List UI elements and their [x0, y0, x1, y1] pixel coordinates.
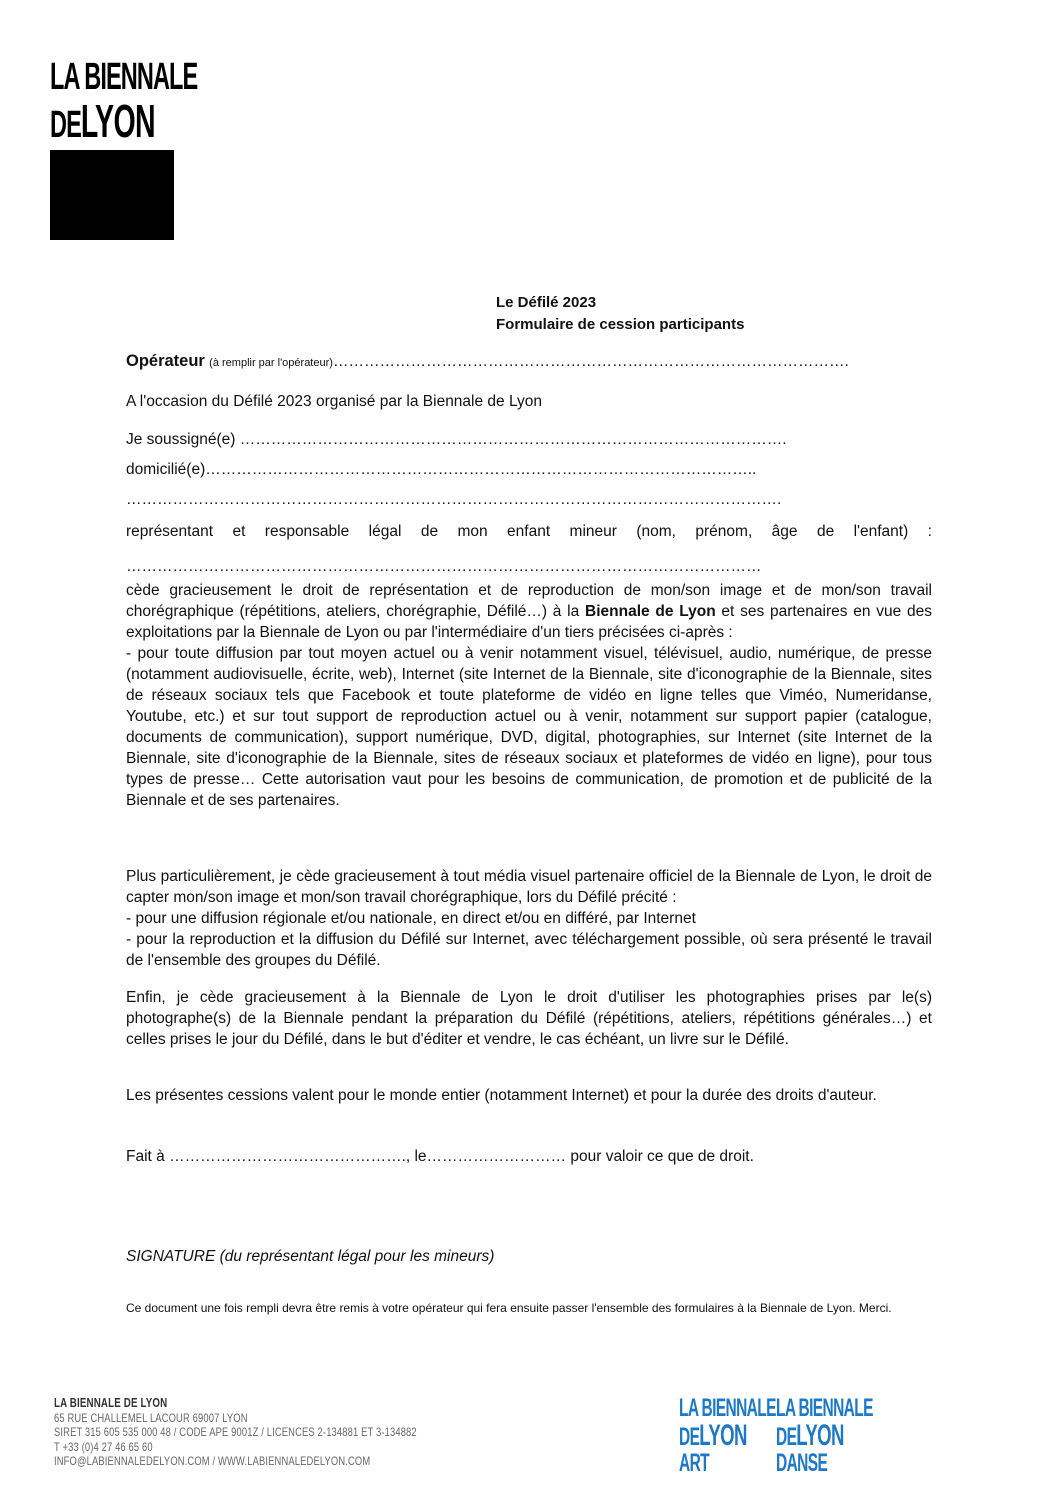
logo-de: DE: [50, 104, 81, 146]
operateur-hint: (à remplir par l'opérateur): [209, 357, 333, 369]
operateur-field[interactable]: ……………………………………………………………………………………….: [332, 353, 849, 370]
fait-line[interactable]: Fait à ………………………………………., le……………………… pour valoir ce que de droit.: [126, 1148, 754, 1165]
signature-label: SIGNATURE (du représentant légal pour les mineurs): [126, 1248, 495, 1265]
plus-text-1: Plus particulièrement, je cède gracieusement à tout média visuel partenaire officiel de la Biennale de Lyon, le droit de capter mon/son image et mon/son travail chorégraphique, lors du Défilé précité :: [126, 868, 932, 906]
cession-paragraph: [126, 580, 932, 811]
cession-list: - pour toute diffusion par tout moyen actuel ou à venir notamment visuel, télévisuel, audio, numérique, de presse (notamment audiovisuelle, écrite, web), Internet (site Internet de la Biennale, site d'iconographie de la Biennale, sites de réseaux sociaux tels que Facebook et toute plateforme de vidéo en ligne telles que Viméo, Numeridanse, Youtube, etc.) et sur tout support de reproduction actuel ou à venir, notamment sur support papier (catalogue, documents de communication), support numérique, DVD, digital, photographies, sur Internet (site Internet de la Biennale, site d'iconographie de la Biennale, sites de réseaux sociaux et plateformes de vidéo en ligne), pour tous types de presse… Cette autorisation vaut pour les besoins de communication, de promotion et de publicité de la Biennale et de ses partenaires.: [126, 645, 932, 809]
danse-logo-de: DE: [776, 1423, 797, 1451]
logo-black-block: [50, 150, 174, 240]
footer-siret: SIRET 315 605 535 000 48 / CODE APE 9001Z / LICENCES 2-134881 ET 3-134882: [54, 1425, 417, 1439]
art-logo-line-1: LA BIENNALE: [679, 1394, 776, 1422]
biennale-art-logo: [679, 1396, 776, 1476]
biennale-danse-logo: [776, 1396, 873, 1476]
footer-web: INFO@LABIENNALEDELYON.COM / WWW.LABIENNALEDELYON.COM: [54, 1454, 371, 1468]
representant-label: représentant et responsable légal de mon enfant mineur (nom, prénom, âge de l'enfant) :: [126, 523, 932, 540]
danse-logo-line-2: [776, 1421, 873, 1451]
soussigne-label: Je soussigné(e): [126, 431, 240, 448]
footnote: Ce document une fois rempli devra être remis à votre opérateur qui fera ensuite passer l'ensemble des formulaires à la Biennale de Lyon. Merci.: [126, 1301, 892, 1315]
soussigne-field[interactable]: …………………………………………………………………………………………….: [239, 431, 787, 448]
title-line-1: Le Défilé 2023: [496, 294, 597, 311]
cession-bold: Biennale de Lyon: [585, 603, 716, 620]
document-title: [496, 292, 744, 336]
art-logo-line-2: [679, 1421, 776, 1451]
footer-phone: T +33 (0)4 27 46 65 60: [54, 1439, 153, 1454]
danse-logo-lyon: LYON: [796, 1419, 844, 1452]
plus-text-2: - pour une diffusion régionale et/ou nationale, en direct et/ou en différé, par Internet: [126, 910, 696, 927]
art-logo-line-3: ART: [679, 1449, 710, 1477]
address-field-2[interactable]: ……………………………………………………………………………………………………………….: [126, 491, 782, 508]
enfin-paragraph: Enfin, je cède gracieusement à la Biennale de Lyon le droit d'utiliser les photographies prises par le(s) photographe(s) de la Biennale pendant la préparation du Défilé (répétitions, ateliers, répétitions générales…) et celles prises le jour du Défilé, dans le but d'éditer et vendre, le cas échéant, un livre sur le Défilé.: [126, 989, 932, 1048]
danse-logo-line-3: DANSE: [776, 1449, 828, 1477]
biennale-logo: [50, 56, 198, 147]
operateur-line: [126, 351, 849, 374]
cession-text-b: et ses partenaires en vue des exploitations par la Biennale de Lyon ou par l'intermédiaire d'un tiers précisées ci-après :: [126, 603, 932, 641]
logo-line-1: LA BIENNALE: [50, 56, 198, 98]
enfant-field[interactable]: ……………………………………………………………………………………………………………: [126, 558, 762, 575]
presentes-paragraph: Les présentes cessions valent pour le monde entier (notamment Internet) et pour la durée des droits d'auteur.: [126, 1087, 877, 1104]
cession-intro: [126, 580, 932, 643]
danse-logo-line-1: LA BIENNALE: [776, 1394, 873, 1422]
domicilie-line: [126, 459, 756, 480]
logo-line-2: [50, 95, 156, 147]
footer-org-name: LA BIENNALE DE LYON: [54, 1396, 168, 1410]
plus-text-3: - pour la reproduction et la diffusion du Défilé sur Internet, avec téléchargement possible, où sera présenté le travail de l'ensemble des groupes du Défilé.: [126, 931, 932, 969]
footer-street: 65 RUE CHALLEMEL LACOUR 69007 LYON: [54, 1410, 248, 1425]
art-logo-lyon: LYON: [699, 1419, 747, 1452]
title-line-2: Formulaire de cession participants: [496, 316, 745, 333]
representant-text: [126, 521, 932, 542]
occasion-text: A l'occasion du Défilé 2023 organisé par la Biennale de Lyon: [126, 393, 543, 410]
plus-paragraph: [126, 866, 932, 971]
domicilie-field[interactable]: ……………………………………………………………………………………………..: [205, 461, 757, 478]
art-logo-de: DE: [679, 1423, 700, 1451]
footer-address: [54, 1396, 417, 1469]
logo-lyon: LYON: [80, 95, 156, 147]
cession-text-a: cède gracieusement le droit de représentation et de reproduction de mon/son image et de mon/son travail chorégraphique (répétitions, ateliers, chorégraphie, Défilé…) à la: [126, 582, 932, 620]
operateur-label: Opérateur: [126, 352, 205, 370]
soussigne-line: [126, 429, 787, 450]
domicilie-label: domicilié(e): [126, 461, 206, 478]
